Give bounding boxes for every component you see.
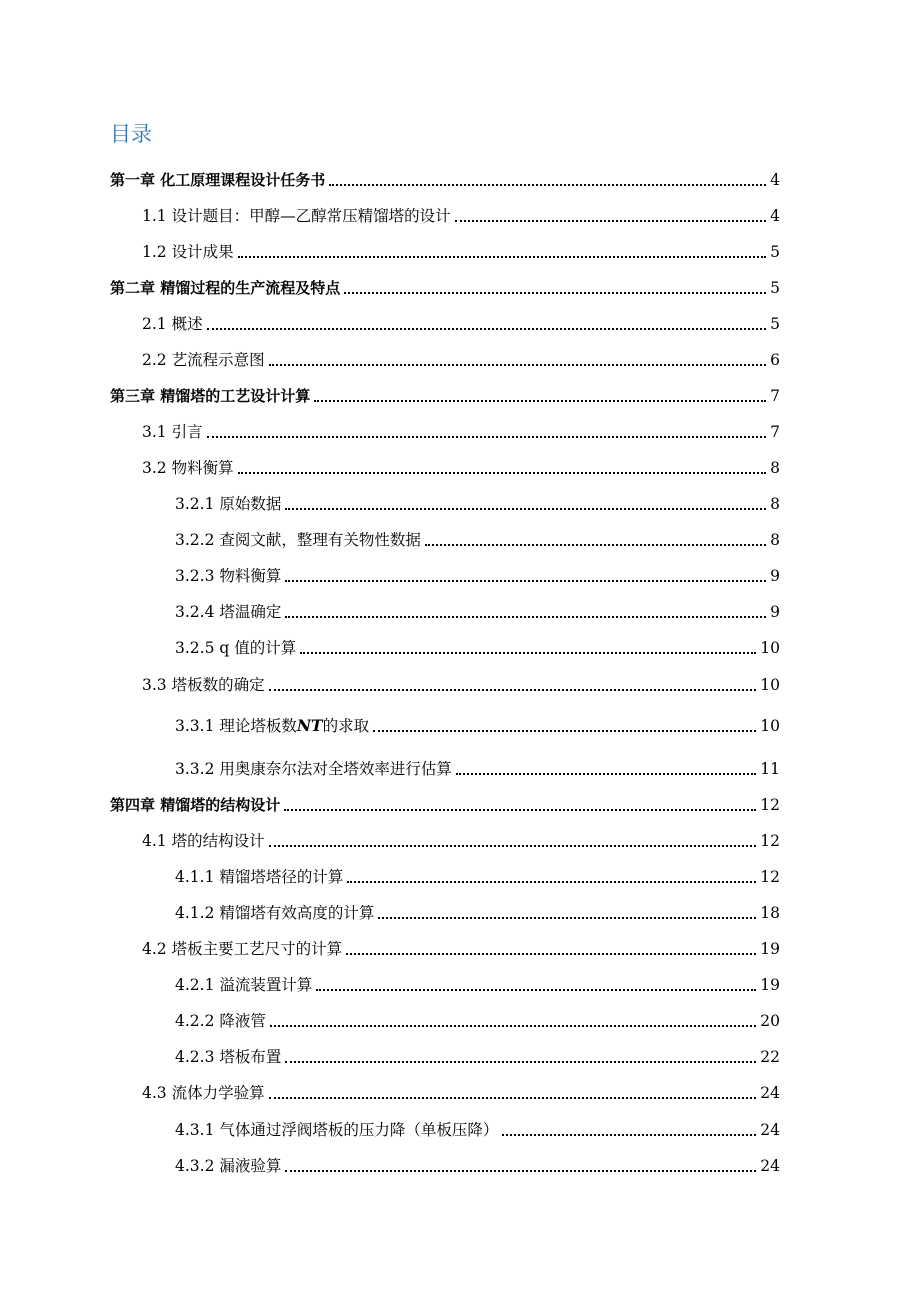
toc-leader-dots [269,1085,757,1099]
toc-entry-text: 第四章 精馏塔的结构设计 [110,796,281,814]
toc-page-number: 19 [760,940,780,958]
toc-leader-dots [269,833,757,847]
toc-entry[interactable] [0,419,920,443]
toc-entry[interactable] [0,599,920,623]
toc-entry-text: 3.3 塔板数的确定 [142,676,265,694]
toc-entry-text: 3.3.1 理论塔板数NT的求取 [175,716,370,735]
toc-entry[interactable] [0,672,920,696]
toc-page-number: 8 [770,459,780,477]
toc-entry[interactable] [0,491,920,515]
toc-leader-dots [285,1158,756,1172]
toc-leader-dots [270,1013,756,1027]
toc-entry[interactable] [0,383,920,407]
toc-leader-dots [455,208,767,222]
toc-page-number: 6 [770,351,780,369]
toc-entry-text: 4.1 塔的结构设计 [142,832,265,850]
toc-entry-text: 3.1 引言 [142,423,203,441]
toc-page-number: 5 [770,279,780,297]
toc-title: 目录 [110,122,152,146]
toc-entry-text: 4.2.1 溢流装置计算 [175,976,313,994]
toc-entry-text: 3.2.5 q 值的计算 [175,639,297,657]
toc-entry[interactable] [0,972,920,996]
math-symbol-nt: NT [296,716,323,735]
toc-leader-dots [502,1122,756,1136]
toc-page-number: 8 [770,531,780,549]
toc-leader-dots [285,568,766,582]
toc-entry[interactable] [0,311,920,335]
toc-entry[interactable] [0,864,920,888]
toc-leader-dots [346,941,756,955]
toc-entry[interactable] [0,275,920,299]
toc-entry[interactable] [0,936,920,960]
toc-entry-text: 3.2.4 塔温确定 [175,603,282,621]
toc-entry[interactable] [0,347,920,371]
toc-entry-text: 第一章 化工原理课程设计任务书 [110,171,326,189]
toc-entry[interactable] [0,635,920,659]
toc-entry[interactable] [0,1044,920,1068]
toc-entry-text: 第三章 精馏塔的工艺设计计算 [110,387,311,405]
toc-leader-dots [347,869,756,883]
toc-page-number: 10 [760,676,780,694]
toc-page-number: 10 [760,717,780,735]
toc-page-number: 22 [760,1048,780,1066]
toc-leader-dots [285,1049,756,1063]
toc-entry-text: 4.3.2 漏液验算 [175,1157,282,1175]
toc-leader-dots [238,460,767,474]
toc-entry[interactable] [0,527,920,551]
toc-entry-text: 3.2 物料衡算 [142,459,234,477]
toc-entry[interactable] [0,455,920,479]
toc-entry-text: 3.2.2 查阅文献，整理有关物性数据 [175,531,421,549]
toc-page-number: 8 [770,495,780,513]
toc-entry-text: 4.1.1 精馏塔塔径的计算 [175,868,344,886]
toc-entry-text: 4.1.2 精馏塔有效高度的计算 [175,904,375,922]
toc-entry-text: 4.2 塔板主要工艺尺寸的计算 [142,940,343,958]
toc-entry[interactable] [0,1008,920,1032]
toc-page-number: 7 [770,423,780,441]
toc-entry[interactable] [0,1153,920,1177]
toc-entry[interactable] [0,756,920,780]
toc-entry[interactable] [0,900,920,924]
toc-leader-dots [207,424,767,438]
toc-page-number: 11 [760,760,780,778]
toc-entry-text: 4.3.1 气体通过浮阀塔板的压力降（单板压降） [175,1121,499,1139]
toc-page-number: 7 [770,387,780,405]
toc-page-number: 24 [760,1157,780,1175]
toc-leader-dots [300,640,756,654]
toc-entry-text: 4.2.2 降液管 [175,1012,266,1030]
toc-entry-text: 3.2.1 原始数据 [175,495,282,513]
toc-page-number: 24 [760,1121,780,1139]
toc-leader-dots [238,244,767,258]
toc-entry-text: 第二章 精馏过程的生产流程及特点 [110,279,341,297]
toc-page-number: 9 [770,567,780,585]
toc-entry[interactable] [0,563,920,587]
toc-entry[interactable] [0,792,920,816]
toc-leader-dots [344,280,766,294]
toc-entry-text: 1.1 设计题目：甲醇—乙醇常压精馏塔的设计 [142,207,451,225]
toc-leader-dots [207,316,767,330]
toc-leader-dots [269,352,767,366]
toc-entry-text: 2.1 概述 [142,315,203,333]
toc-leader-dots [285,496,766,510]
toc-page-number: 9 [770,603,780,621]
toc-page-number: 4 [770,171,780,189]
toc-entry[interactable] [0,167,920,191]
toc-leader-dots [378,905,756,919]
toc-entry[interactable] [0,239,920,263]
toc-leader-dots [269,677,757,691]
toc-page-number: 12 [760,868,780,886]
toc-entry-text: 4.2.3 塔板布置 [175,1048,282,1066]
toc-entry-text: 4.3 流体力学验算 [142,1084,265,1102]
toc-leader-dots [425,532,766,546]
toc-page-number: 5 [770,243,780,261]
toc-entry[interactable] [0,828,920,852]
toc-leader-dots [314,388,766,402]
toc-leader-dots [373,718,756,732]
toc-entry-text: 1.2 设计成果 [142,243,234,261]
toc-page-number: 4 [770,207,780,225]
toc-entry[interactable] [0,203,920,227]
toc-leader-dots [329,172,766,186]
toc-page-number: 24 [760,1084,780,1102]
toc-page-number: 19 [760,976,780,994]
toc-page-number: 12 [760,832,780,850]
toc-entry-text: 3.3.2 用奥康奈尔法对全塔效率进行估算 [175,760,452,778]
toc-page-number: 12 [760,796,780,814]
toc-entry[interactable] [0,713,920,737]
toc-page-number: 18 [760,904,780,922]
toc-leader-dots [285,604,766,618]
toc-leader-dots [316,977,756,991]
toc-leader-dots [456,761,756,775]
toc-entry-text: 2.2 艺流程示意图 [142,351,265,369]
toc-page-number: 5 [770,315,780,333]
toc-entry-text: 3.2.3 物料衡算 [175,567,282,585]
toc-page-number: 20 [760,1012,780,1030]
toc-entry[interactable] [0,1117,920,1141]
toc-leader-dots [284,797,756,811]
toc-page-number: 10 [760,639,780,657]
toc-entry[interactable] [0,1080,920,1104]
